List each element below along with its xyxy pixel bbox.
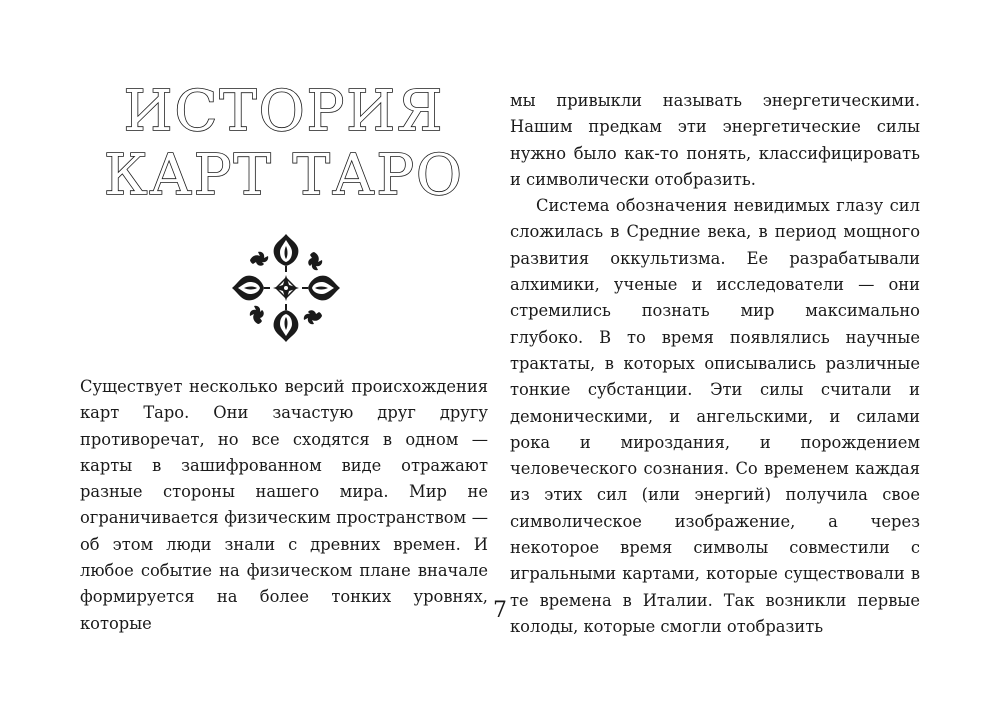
chapter-title-line-2: КАРТ ТАРО [104,143,464,208]
right-text-column [510,88,920,640]
left-text-column [80,374,488,637]
body-paragraph: Система обозначения невидимых глазу сил сложилась в Средние века, в период мощного развития оккультизма. Ее разрабатывали алхимики, ученые и исследователи — они стремились познать мир максимально глубоко. В то время появлялись научные трактаты, в которых описывались различные тонкие субстанции. Эти силы считали и демоническими, и ангельскими, и силами рока и мироздания, и порождением человеческого сознания. Со временем каждая из этих сил (или энергий) получила свое символическое изображение, а через некоторое время символы совместили с игральными картами, которые существовали в те времена в Италии. Так возникли первые колоды, которые смогли отобразить [510,196,920,636]
body-paragraph: Существует несколько версий происхождения карт Таро. Они зачастую друг другу противоречат, но все сходятся в одном — карты в зашифрованном виде отражают разные стороны нашего мира. Мир не ограничивается физическим пространством — об этом люди знали с древних времен. И любое событие на физическом плане вначале формируется на более тонких уровнях, которые [80,377,488,633]
chapter-title-line-1: ИСТОРИЯ [123,79,445,144]
chapter-title [80,80,488,208]
body-paragraph: мы привыкли называть энергетическими. Нашим предкам эти энергетические силы нужно было как-то понять, классифицировать и символически отобразить. [510,91,920,189]
page-number: 7 [493,598,507,623]
tulip-cross-ornament-icon [226,228,346,348]
